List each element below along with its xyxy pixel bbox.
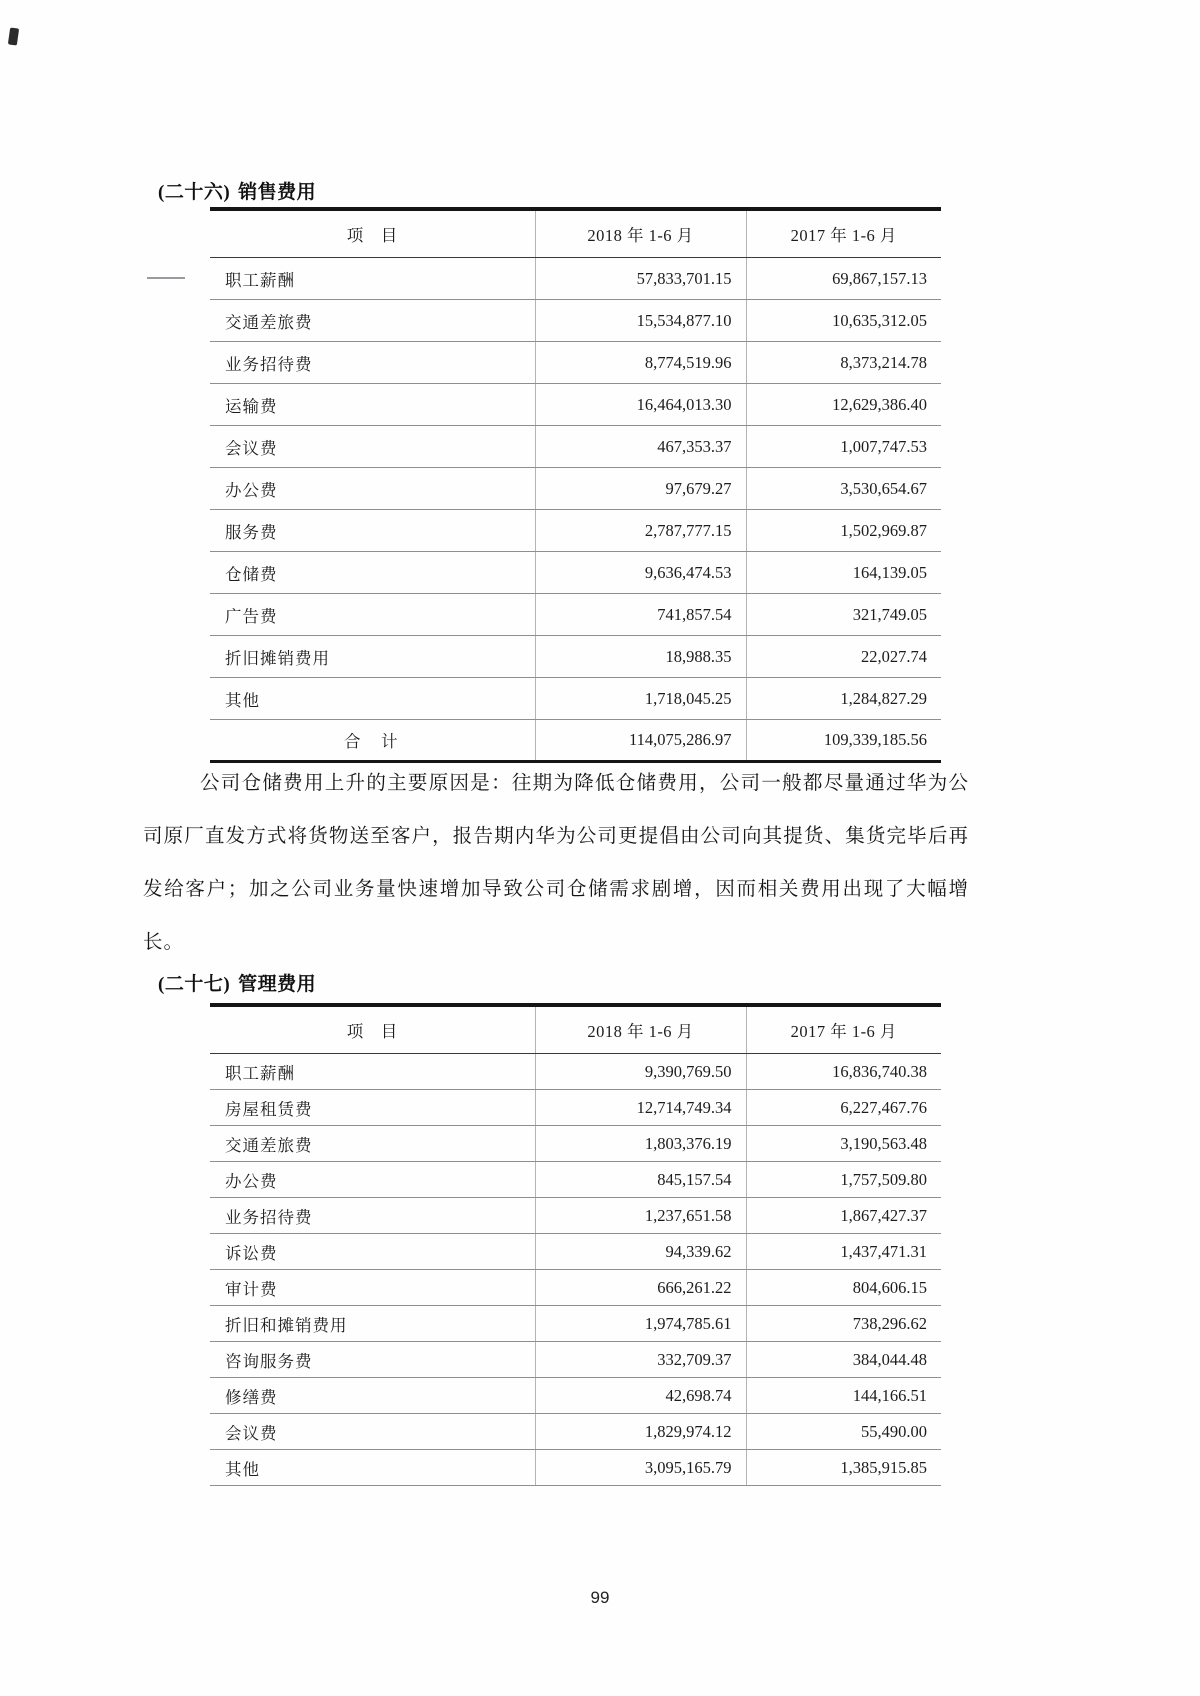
expense-item: 房屋租赁费 — [210, 1090, 535, 1126]
amount-2017: 16,836,740.38 — [746, 1054, 941, 1090]
table-row — [210, 300, 941, 342]
amount-2017: 22,027.74 — [746, 636, 941, 678]
table-row — [210, 1450, 941, 1486]
amount-2017: 1,284,827.29 — [746, 678, 941, 720]
admin-expenses-table — [210, 1003, 941, 1486]
expense-item: 会议费 — [210, 426, 535, 468]
amount-2017: 12,629,386.40 — [746, 384, 941, 426]
expense-item: 广告费 — [210, 594, 535, 636]
amount-2017: 8,373,214.78 — [746, 342, 941, 384]
amount-2018: 12,714,749.34 — [535, 1090, 746, 1126]
expense-item: 仓储费 — [210, 552, 535, 594]
amount-2017: 321,749.05 — [746, 594, 941, 636]
table-header-row — [210, 1005, 941, 1054]
table-row — [210, 1126, 941, 1162]
amount-2018: 8,774,519.96 — [535, 342, 746, 384]
table-row — [210, 552, 941, 594]
table-row — [210, 1306, 941, 1342]
col-header-2018: 2018 年 1-6 月 — [535, 209, 746, 258]
table-row — [210, 1162, 941, 1198]
expense-item: 职工薪酬 — [210, 258, 535, 300]
section-27-number: (二十七) — [158, 974, 231, 995]
scan-artifact-speck — [8, 27, 19, 45]
table-row — [210, 1054, 941, 1090]
table-row — [210, 594, 941, 636]
col-header-2017: 2017 年 1-6 月 — [746, 1005, 941, 1054]
section-27-title: 管理费用 — [238, 974, 317, 995]
table-row — [210, 426, 941, 468]
section-26-number: (二十六) — [158, 182, 231, 203]
table-row — [210, 468, 941, 510]
amount-2018: 97,679.27 — [535, 468, 746, 510]
col-header-2017: 2017 年 1-6 月 — [746, 209, 941, 258]
amount-2017: 55,490.00 — [746, 1414, 941, 1450]
table-row — [210, 1378, 941, 1414]
amount-2017: 1,757,509.80 — [746, 1162, 941, 1198]
col-header-item: 项 目 — [210, 1005, 535, 1054]
expense-item: 交通差旅费 — [210, 300, 535, 342]
amount-2018: 1,974,785.61 — [535, 1306, 746, 1342]
amount-2018: 9,636,474.53 — [535, 552, 746, 594]
section-26-heading — [158, 177, 316, 204]
amount-2017: 1,502,969.87 — [746, 510, 941, 552]
total-2017: 109,339,185.56 — [746, 720, 941, 762]
col-header-item: 项 目 — [210, 209, 535, 258]
table-row — [210, 678, 941, 720]
table-row — [210, 1414, 941, 1450]
table-row — [210, 510, 941, 552]
expense-item: 业务招待费 — [210, 1198, 535, 1234]
table-row — [210, 1270, 941, 1306]
amount-2018: 1,718,045.25 — [535, 678, 746, 720]
amount-2017: 6,227,467.76 — [746, 1090, 941, 1126]
expense-item: 会议费 — [210, 1414, 535, 1450]
expense-item: 业务招待费 — [210, 342, 535, 384]
table-row — [210, 1090, 941, 1126]
table-row — [210, 636, 941, 678]
table-row — [210, 1342, 941, 1378]
amount-2017: 3,530,654.67 — [746, 468, 941, 510]
amount-2018: 16,464,013.30 — [535, 384, 746, 426]
table-row — [210, 258, 941, 300]
amount-2017: 738,296.62 — [746, 1306, 941, 1342]
expense-item: 其他 — [210, 1450, 535, 1486]
amount-2017: 144,166.51 — [746, 1378, 941, 1414]
expense-item: 咨询服务费 — [210, 1342, 535, 1378]
amount-2017: 384,044.48 — [746, 1342, 941, 1378]
warehouse-cost-note: 公司仓储费用上升的主要原因是：往期为降低仓储费用，公司一般都尽量通过华为公司原厂直发方式将货物送至客户，报告期内华为公司更提倡由公司向其提货、集货完毕后再发给客户；加之公司业务量快速增加导致公司仓储需求剧增，因而相关费用出现了大幅增长。 — [143, 773, 969, 953]
section-27-heading — [158, 969, 316, 996]
amount-2017: 3,190,563.48 — [746, 1126, 941, 1162]
table-header-row — [210, 209, 941, 258]
amount-2018: 3,095,165.79 — [535, 1450, 746, 1486]
amount-2018: 15,534,877.10 — [535, 300, 746, 342]
expense-item: 折旧摊销费用 — [210, 636, 535, 678]
amount-2018: 467,353.37 — [535, 426, 746, 468]
amount-2017: 164,139.05 — [746, 552, 941, 594]
total-label: 合 计 — [210, 720, 535, 762]
expense-item: 职工薪酬 — [210, 1054, 535, 1090]
amount-2017: 1,437,471.31 — [746, 1234, 941, 1270]
amount-2018: 741,857.54 — [535, 594, 746, 636]
amount-2017: 1,867,427.37 — [746, 1198, 941, 1234]
expense-item: 运输费 — [210, 384, 535, 426]
amount-2018: 18,988.35 — [535, 636, 746, 678]
margin-artifact-dash — [147, 277, 185, 279]
expense-item: 交通差旅费 — [210, 1126, 535, 1162]
expense-item: 服务费 — [210, 510, 535, 552]
amount-2017: 804,606.15 — [746, 1270, 941, 1306]
expense-item: 其他 — [210, 678, 535, 720]
amount-2018: 666,261.22 — [535, 1270, 746, 1306]
amount-2018: 2,787,777.15 — [535, 510, 746, 552]
expense-item: 诉讼费 — [210, 1234, 535, 1270]
amount-2018: 845,157.54 — [535, 1162, 746, 1198]
amount-2018: 1,803,376.19 — [535, 1126, 746, 1162]
table-row — [210, 1234, 941, 1270]
amount-2017: 69,867,157.13 — [746, 258, 941, 300]
expense-item: 办公费 — [210, 468, 535, 510]
table-total-row — [210, 720, 941, 762]
amount-2018: 9,390,769.50 — [535, 1054, 746, 1090]
amount-2018: 332,709.37 — [535, 1342, 746, 1378]
expense-item: 审计费 — [210, 1270, 535, 1306]
table-row — [210, 384, 941, 426]
expense-item: 折旧和摊销费用 — [210, 1306, 535, 1342]
expense-item: 办公费 — [210, 1162, 535, 1198]
amount-2018: 42,698.74 — [535, 1378, 746, 1414]
amount-2018: 1,237,651.58 — [535, 1198, 746, 1234]
amount-2018: 1,829,974.12 — [535, 1414, 746, 1450]
total-2018: 114,075,286.97 — [535, 720, 746, 762]
page-number: 99 — [590, 1588, 610, 1607]
table-row — [210, 1198, 941, 1234]
amount-2017: 10,635,312.05 — [746, 300, 941, 342]
table-row — [210, 342, 941, 384]
amount-2017: 1,385,915.85 — [746, 1450, 941, 1486]
amount-2017: 1,007,747.53 — [746, 426, 941, 468]
section-26-title: 销售费用 — [238, 182, 317, 203]
amount-2018: 94,339.62 — [535, 1234, 746, 1270]
expense-item: 修缮费 — [210, 1378, 535, 1414]
selling-expenses-table — [210, 207, 941, 763]
amount-2018: 57,833,701.15 — [535, 258, 746, 300]
col-header-2018: 2018 年 1-6 月 — [535, 1005, 746, 1054]
